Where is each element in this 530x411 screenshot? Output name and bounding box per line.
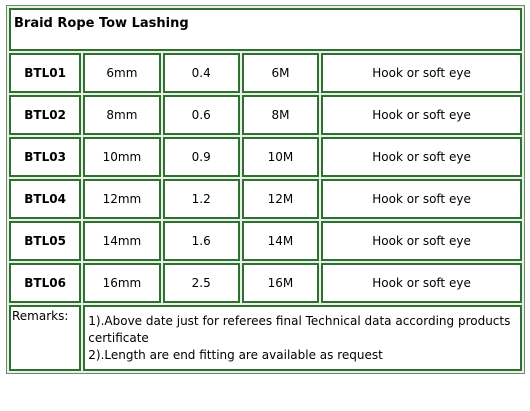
diameter-cell: 14mm — [83, 221, 160, 261]
value-cell: 2.5 — [163, 263, 240, 303]
table-row — [9, 179, 522, 219]
product-code-cell: BTL01 — [9, 53, 81, 93]
length-cell: 12M — [242, 179, 319, 219]
remark-line: 1).Above date just for referees final Technical data according products certificate — [88, 314, 511, 345]
remark-line: 2).Length are end fitting are available as request — [88, 348, 383, 362]
spec-table-body — [9, 8, 522, 371]
value-cell: 0.9 — [163, 137, 240, 177]
table-title: Braid Rope Tow Lashing — [9, 8, 522, 51]
table-row — [9, 263, 522, 303]
end-fitting-cell: Hook or soft eye — [321, 137, 522, 177]
length-cell: 8M — [242, 95, 319, 135]
diameter-cell: 16mm — [83, 263, 160, 303]
diameter-cell: 10mm — [83, 137, 160, 177]
end-fitting-cell: Hook or soft eye — [321, 263, 522, 303]
table-title-row — [9, 8, 522, 51]
product-code-cell: BTL02 — [9, 95, 81, 135]
end-fitting-cell: Hook or soft eye — [321, 179, 522, 219]
value-cell: 0.6 — [163, 95, 240, 135]
product-code-cell: BTL04 — [9, 179, 81, 219]
length-cell: 6M — [242, 53, 319, 93]
table-row — [9, 95, 522, 135]
remarks-row — [9, 305, 522, 371]
product-code-cell: BTL06 — [9, 263, 81, 303]
end-fitting-cell: Hook or soft eye — [321, 95, 522, 135]
table-row — [9, 137, 522, 177]
length-cell: 16M — [242, 263, 319, 303]
diameter-cell: 8mm — [83, 95, 160, 135]
table-row — [9, 221, 522, 261]
remarks-label: Remarks: — [9, 305, 81, 371]
end-fitting-cell: Hook or soft eye — [321, 53, 522, 93]
length-cell: 10M — [242, 137, 319, 177]
spec-table — [6, 5, 525, 374]
table-row — [9, 53, 522, 93]
length-cell: 14M — [242, 221, 319, 261]
value-cell: 1.6 — [163, 221, 240, 261]
value-cell: 0.4 — [163, 53, 240, 93]
diameter-cell: 6mm — [83, 53, 160, 93]
remarks-text — [83, 305, 522, 371]
value-cell: 1.2 — [163, 179, 240, 219]
end-fitting-cell: Hook or soft eye — [321, 221, 522, 261]
product-code-cell: BTL03 — [9, 137, 81, 177]
diameter-cell: 12mm — [83, 179, 160, 219]
product-code-cell: BTL05 — [9, 221, 81, 261]
